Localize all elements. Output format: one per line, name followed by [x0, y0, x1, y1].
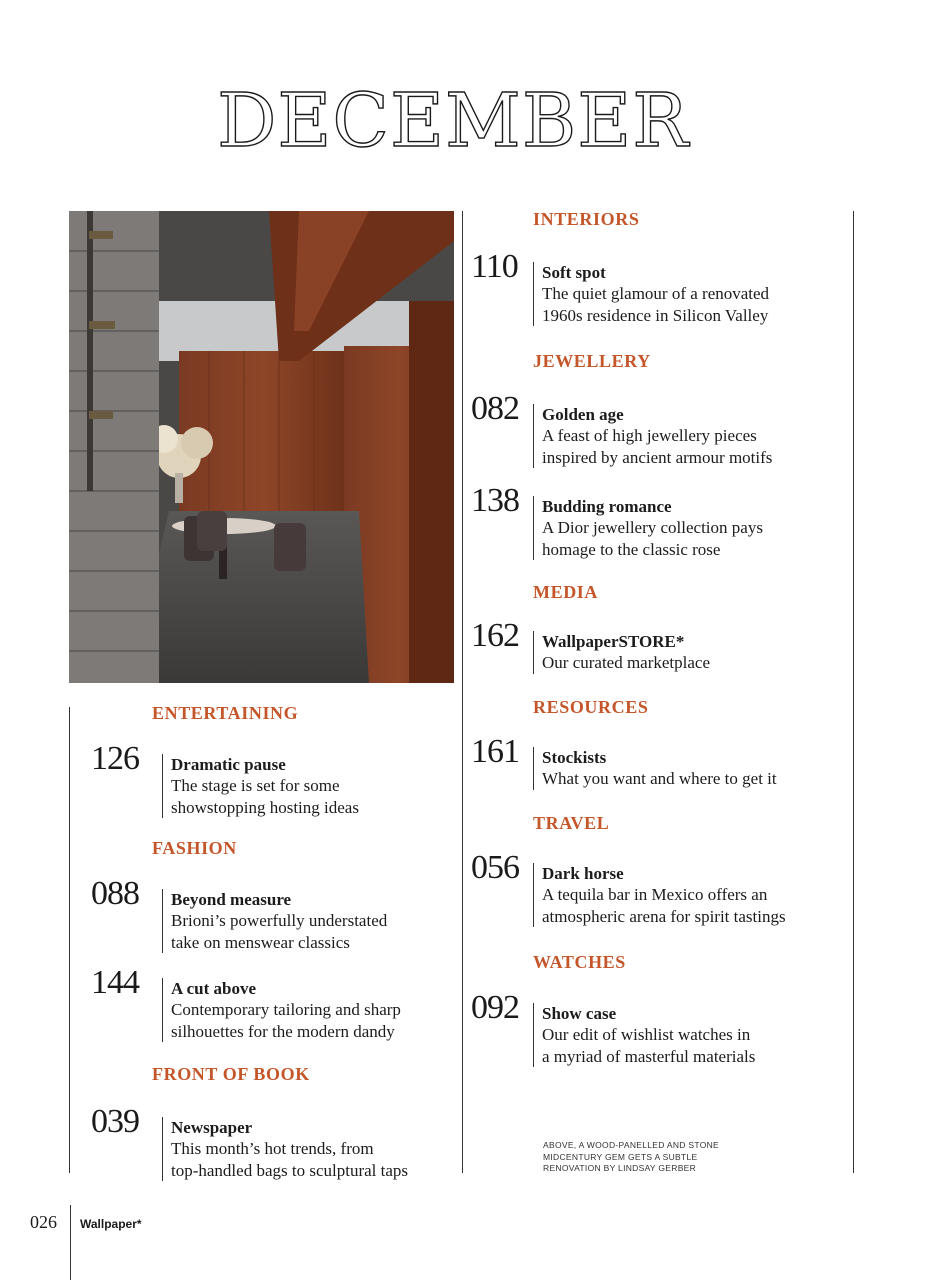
section-jewellery: JEWELLERY	[533, 351, 651, 371]
entry-description: silhouettes for the modern dandy	[171, 1021, 395, 1041]
entry-heading: Beyond measure	[171, 890, 292, 909]
entry-page-number: 039	[91, 1103, 139, 1140]
entry-description: What you want and where to get it	[542, 769, 777, 788]
entry-heading: WallpaperSTORE*	[542, 632, 685, 651]
entry-description: Our curated marketplace	[542, 653, 711, 672]
section-entertaining: ENTERTAINING	[152, 703, 299, 723]
entry-description: inspired by ancient armour motifs	[542, 447, 773, 467]
section-fashion: FASHION	[152, 838, 237, 858]
entry-description: 1960s residence in Silicon Valley	[542, 305, 769, 325]
photo-caption: ABOVE, A WOOD-PANELLED AND STONE MIDCENTURY GEM GETS A SUBTLE RENOVATION BY LINDSAY GERBER	[543, 1140, 720, 1173]
entry-description: showstopping hosting ideas	[171, 797, 359, 817]
page-number: 026	[30, 1212, 57, 1232]
entry-page-number: 138	[471, 482, 519, 519]
entry-description: A Dior jewellery collection pays	[542, 518, 763, 537]
entry-heading: Budding romance	[542, 497, 672, 516]
entry-description: Brioni’s powerfully understated	[171, 911, 388, 930]
entry-heading: Stockists	[542, 748, 607, 767]
entry-description: A tequila bar in Mexico offers an	[542, 885, 768, 904]
entry-page-number: 162	[471, 617, 519, 654]
entry-description: The stage is set for some	[171, 776, 340, 795]
entry-heading: Soft spot	[542, 263, 606, 282]
entry-page-number: 126	[91, 740, 139, 777]
section-resources: RESOURCES	[533, 697, 649, 717]
section-media: MEDIA	[533, 582, 598, 602]
section-watches: WATCHES	[533, 952, 626, 972]
entry-description: homage to the classic rose	[542, 539, 721, 559]
entry-description: The quiet glamour of a renovated	[542, 284, 770, 303]
entry-description: Our edit of wishlist watches in	[542, 1025, 751, 1044]
section-interiors: INTERIORS	[533, 209, 640, 229]
entry-description: a myriad of masterful materials	[542, 1046, 756, 1066]
entry-page-number: 110	[471, 248, 518, 285]
page-title: DECEMBER	[217, 78, 689, 164]
section-travel: TRAVEL	[533, 813, 610, 833]
entry-page-number: 092	[471, 989, 519, 1026]
entry-heading: Golden age	[542, 405, 624, 424]
divider-left	[69, 707, 70, 1173]
entry-heading: Dark horse	[542, 864, 624, 883]
entry-description: A feast of high jewellery pieces	[542, 426, 757, 445]
entry-description: atmospheric arena for spirit tastings	[542, 906, 786, 926]
entry-heading: A cut above	[171, 979, 256, 998]
entry-page-number: 056	[471, 849, 519, 886]
section-front-of-book: FRONT OF BOOK	[152, 1064, 310, 1084]
entry-page-number: 161	[471, 733, 519, 770]
entry-page-number: 082	[471, 390, 519, 427]
entry-heading: Dramatic pause	[171, 755, 286, 774]
divider-footer	[70, 1205, 71, 1280]
entry-description: This month’s hot trends, from	[171, 1139, 374, 1158]
entry-description: take on menswear classics	[171, 932, 350, 952]
entry-description: Contemporary tailoring and sharp	[171, 1000, 401, 1019]
brand-logo: Wallpaper*	[80, 1217, 142, 1231]
entry-page-number: 088	[91, 875, 139, 912]
entry-page-number: 144	[91, 964, 139, 1001]
entry-heading: Show case	[542, 1004, 617, 1023]
interior-photo	[69, 211, 454, 683]
entry-description: top-handled bags to sculptural taps	[171, 1160, 409, 1180]
entry-heading: Newspaper	[171, 1118, 253, 1137]
